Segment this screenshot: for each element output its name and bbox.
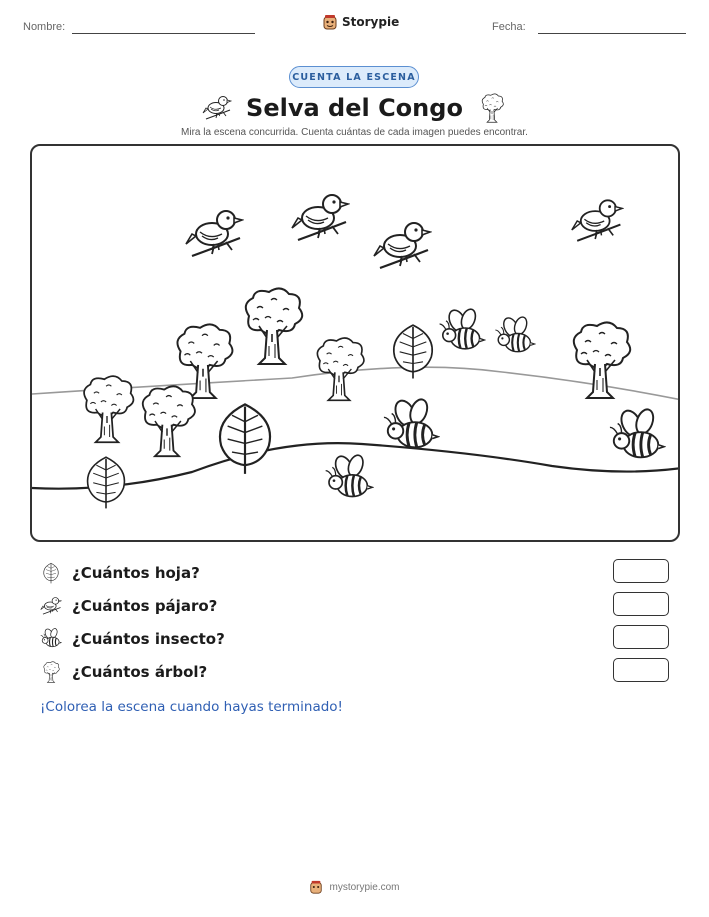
instructions: Mira la escena concurrida. Cuenta cuántas de cada imagen puedes encontrar. [181,127,528,138]
date-label: Fecha: [492,21,526,33]
brand-logo [322,14,399,30]
brand-name: Storypie [342,15,400,29]
bee-icon [384,397,438,447]
storypie-mascot-icon [322,14,338,30]
bee-icon [610,407,664,457]
page-title: Selva del Congo [246,94,463,122]
bird-icon [374,223,430,268]
bird-icon [572,200,622,241]
bird-icon [292,195,348,240]
question-text: ¿Cuántos hoja? [72,564,200,582]
tree-icon [40,661,62,683]
footer [0,880,709,894]
answer-box-leaf[interactable] [613,559,669,583]
question-row-tree [40,659,207,685]
tree-icon [317,338,364,400]
question-row-bird [40,593,217,619]
tree-icon [246,288,302,364]
storypie-mascot-icon [309,880,323,894]
tree-icon [177,324,232,398]
leaf-icon [220,404,270,473]
question-row-insect [40,626,225,652]
name-label: Nombre: [23,21,66,33]
bee-icon [495,315,534,351]
question-text: ¿Cuántos pájaro? [72,597,218,615]
leaf-icon [394,325,432,378]
bee-icon [326,453,373,496]
leaf-icon [88,457,125,508]
bird-icon [186,211,242,256]
leaf-icon [40,562,62,584]
bird-icon [40,595,62,617]
activity-badge: CUENTA LA ESCENA [289,66,419,88]
answer-box-bird[interactable] [613,592,669,616]
bird-icon [202,93,232,123]
bee-icon [440,307,485,349]
answer-box-tree[interactable] [613,658,669,682]
name-line[interactable] [72,33,255,34]
bee-icon [40,628,62,650]
tree-icon [84,376,133,442]
tree-icon [143,386,195,456]
date-line[interactable] [538,33,686,34]
coloring-note: ¡Colorea la escena cuando hayas terminado! [40,699,343,715]
answer-box-insect[interactable] [613,625,669,649]
question-text: ¿Cuántos árbol? [72,663,208,681]
tree-icon [477,93,507,123]
question-row-leaf [40,560,200,586]
scene-frame [30,144,680,542]
footer-url[interactable]: mystorypie.com [329,881,400,893]
title-row [0,92,709,124]
question-text: ¿Cuántos insecto? [72,630,225,648]
tree-icon [574,322,630,398]
jungle-scene [32,146,680,542]
